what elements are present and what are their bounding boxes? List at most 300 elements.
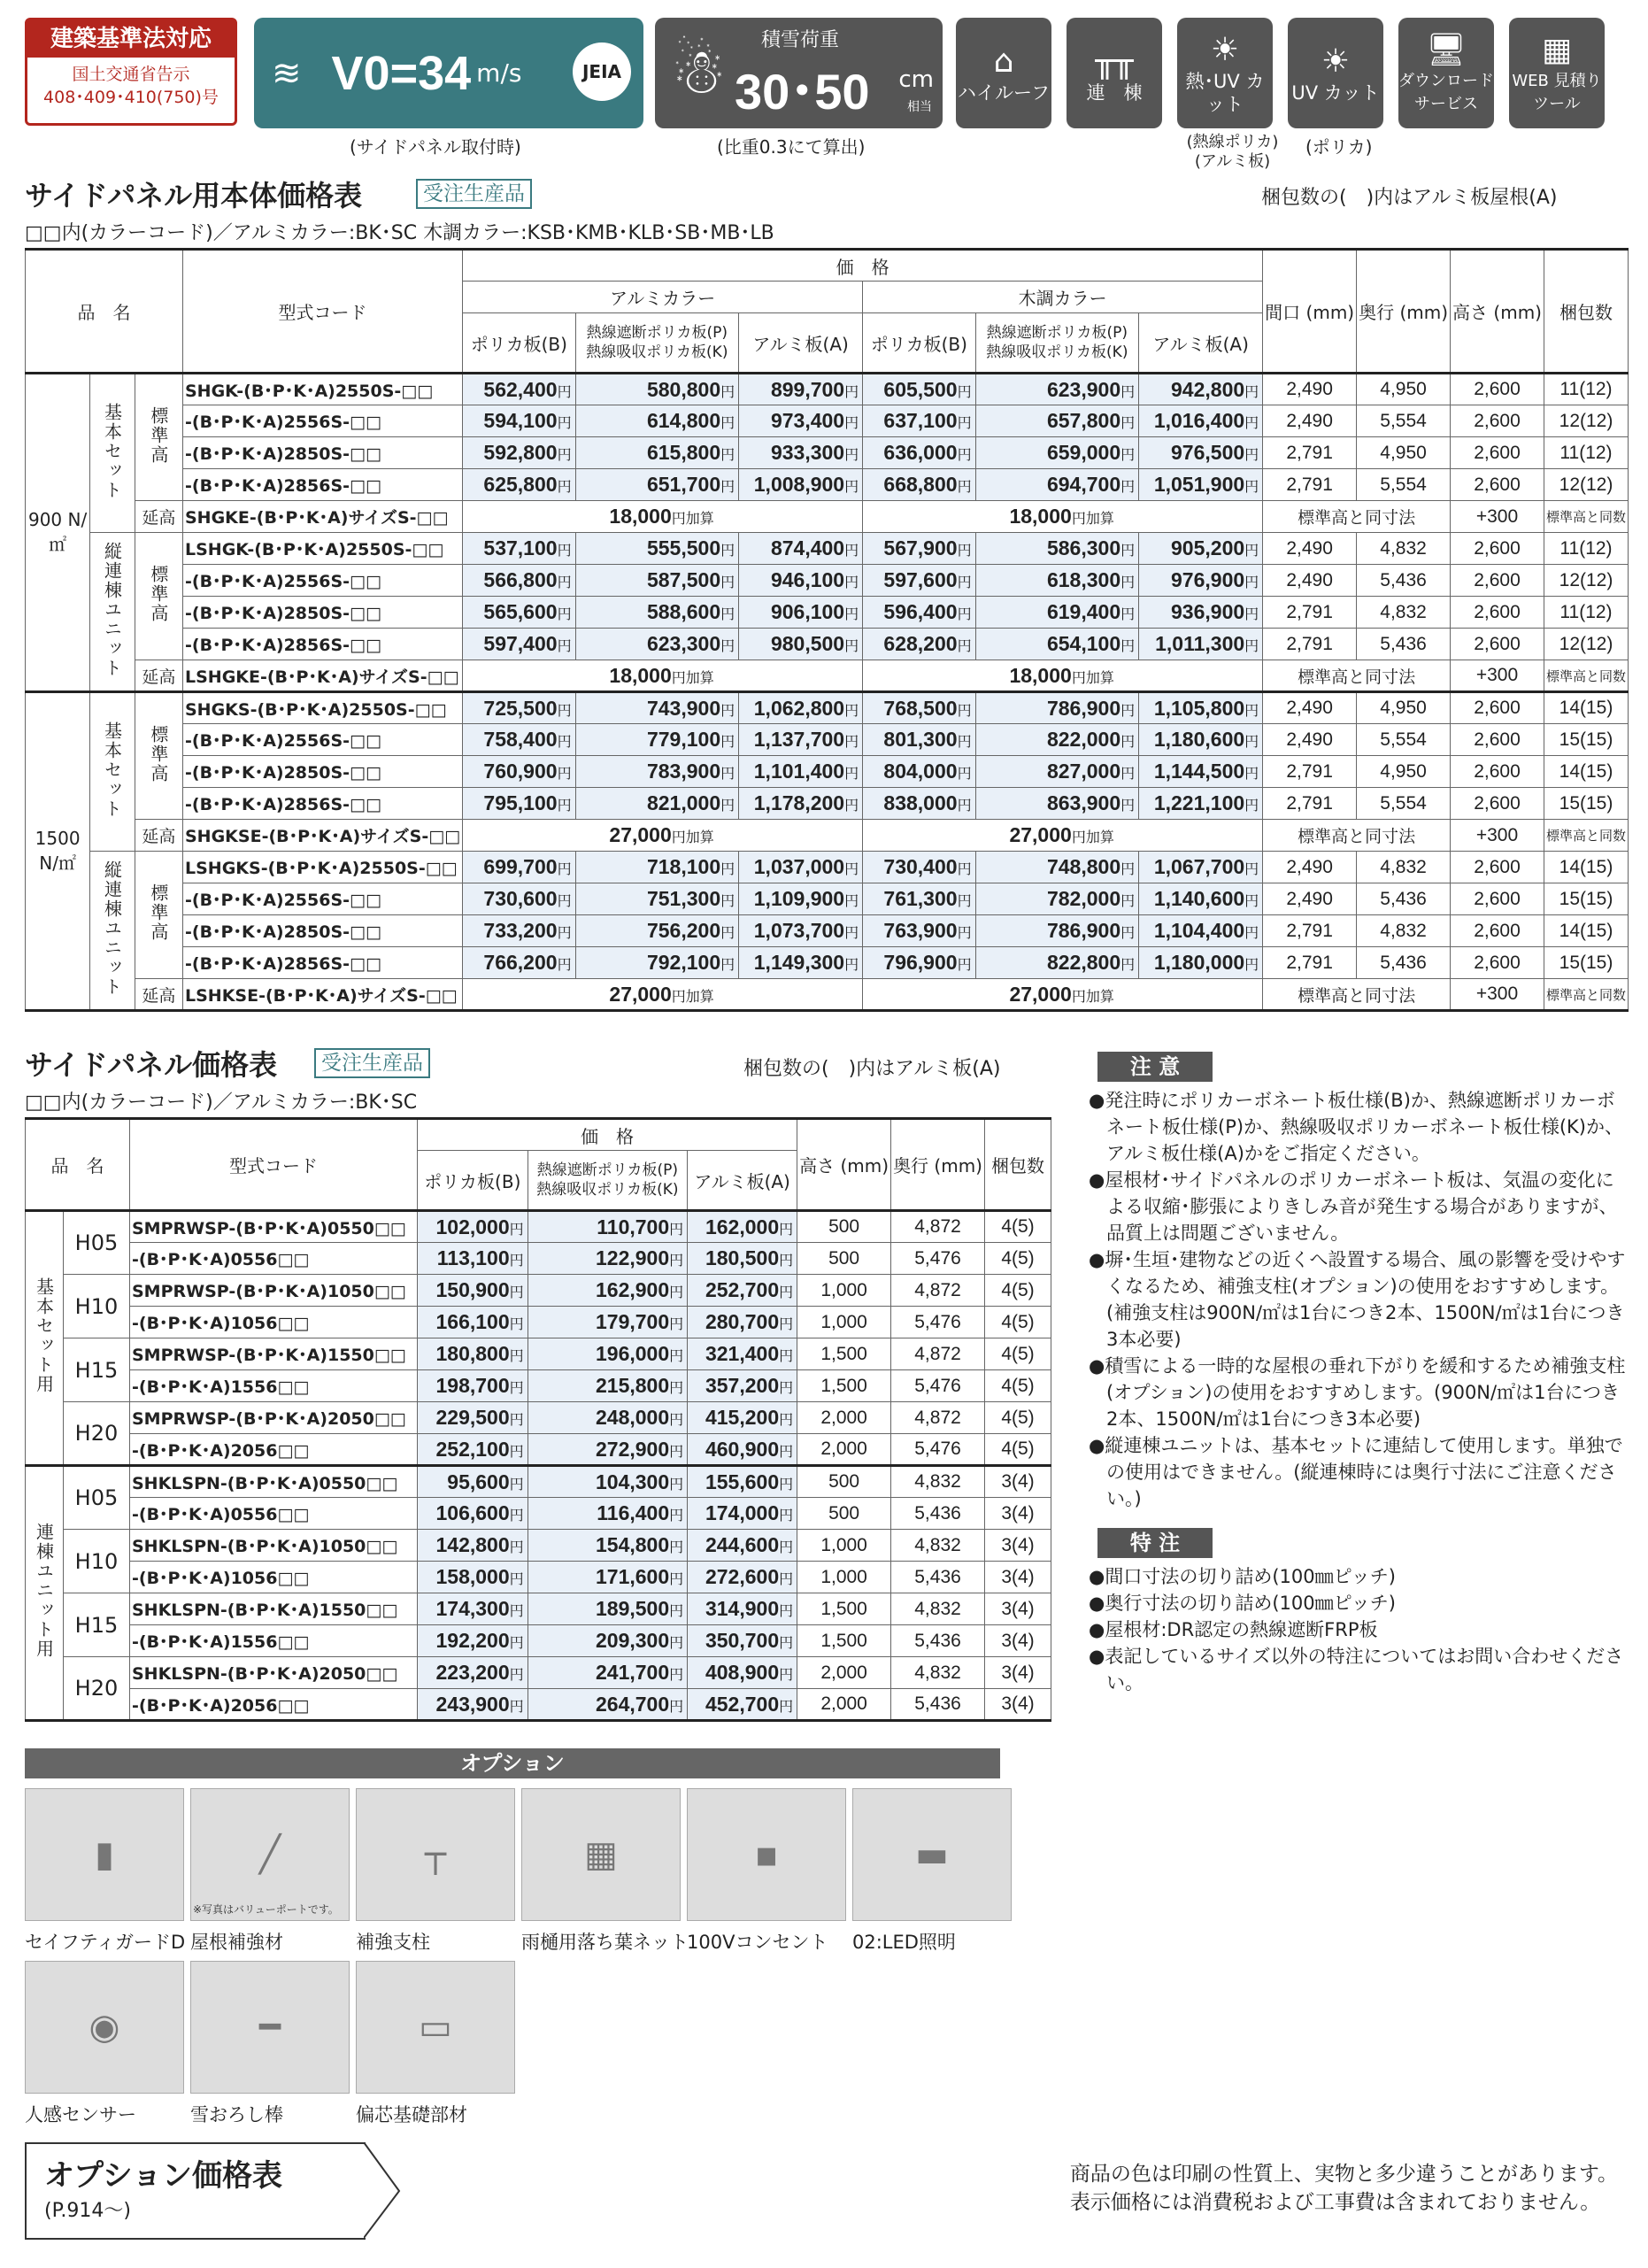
- web-estimate-icon: ▦: [1541, 31, 1572, 68]
- price-cell: 748,800円: [975, 852, 1139, 883]
- ext-plus: +300: [1451, 660, 1544, 692]
- price-cell: 357,200円: [688, 1370, 797, 1402]
- th-name: 品 名: [26, 1119, 130, 1211]
- notice-item: ●積雪による一時的な屋根の垂れ下がりを緩和するため補強支柱(オプション)の使用をおすすめします。(900N/㎡は1台につき2本、1500N/㎡は1台につき3本必要): [1089, 1355, 1626, 1430]
- high-roof-icon: ⌂: [993, 42, 1014, 80]
- price-cell: 976,900円: [1139, 565, 1263, 597]
- notice-item: ●縦連棟ユニットは、基本セットに連結して使用します。単独での使用はできません。(縦連棟時には奥行寸法にご注意ください。): [1089, 1435, 1623, 1509]
- model-code: -(B･P･K･A)2850S-□□: [183, 597, 463, 629]
- model-code: LSHGKS-(B･P･K･A)2550S-□□: [183, 852, 463, 883]
- option-label: 100Vコンセント: [687, 1932, 828, 1953]
- price-cell: 763,900円: [863, 915, 975, 947]
- price-cell: 804,000円: [863, 756, 975, 788]
- price-cell: 280,700円: [688, 1307, 797, 1338]
- special-item: ●奥行寸法の切り詰め(100㎜ピッチ): [1089, 1593, 1396, 1614]
- price-cell: 694,700円: [975, 469, 1139, 501]
- ext-std: 標準高と同数: [1544, 660, 1628, 692]
- table-row: [26, 1211, 1051, 1243]
- price-cell: 838,000円: [863, 788, 975, 820]
- snow-caption: (比重0.3にて算出): [717, 136, 866, 158]
- option-label: セイフティガードD: [25, 1932, 186, 1953]
- notice-box: [1089, 1052, 1629, 1696]
- price-cell: 668,800円: [863, 469, 975, 501]
- price-cell: 113,100円: [418, 1243, 528, 1275]
- price-cell: 1,067,700円: [1139, 852, 1263, 883]
- dim-cell: 2,490: [1263, 405, 1357, 437]
- dim-cell: 2,600: [1451, 756, 1544, 788]
- model-code: -(B･P･K･A)0556□□: [130, 1498, 418, 1530]
- dim-cell: 14(15): [1544, 852, 1628, 883]
- heat-uv-caption: (熱線ポリカ)(アルミ板): [1186, 133, 1279, 171]
- dim-cell: 15(15): [1544, 947, 1628, 979]
- dim-cell: 2,600: [1451, 374, 1544, 405]
- table-row: [26, 469, 1629, 501]
- ext-same: 標準高と同寸法: [1263, 979, 1451, 1011]
- model-code: SHKLSPN-(B･P･K･A)1050□□: [130, 1530, 418, 1562]
- dim-cell: 5,436: [1357, 565, 1451, 597]
- table-row: [26, 405, 1629, 437]
- price-cell: 1,137,700円: [739, 724, 863, 756]
- law-title: 建築基準法対応: [27, 20, 235, 58]
- download-icon: 🖥: [1426, 31, 1467, 68]
- price-cell: 615,800円: [575, 437, 739, 469]
- dim-cell: 5,436: [1357, 629, 1451, 660]
- table-row: [26, 756, 1629, 788]
- table-row: [26, 1466, 1051, 1498]
- wind-icon: ≋: [272, 53, 302, 94]
- dim-cell: 2,791: [1263, 915, 1357, 947]
- table-row: [26, 1402, 1051, 1434]
- badge-label: ハイルーフ: [958, 81, 1050, 104]
- dim-cell: 1,000: [797, 1530, 891, 1562]
- price-cell: 460,900円: [688, 1434, 797, 1466]
- extension-row: [26, 820, 1629, 852]
- price-cell: 625,800円: [463, 469, 575, 501]
- price-cell: 162,000円: [688, 1211, 797, 1243]
- price-cell: 623,300円: [575, 629, 739, 660]
- model-code: -(B･P･K･A)2556S-□□: [183, 565, 463, 597]
- price-cell: 272,900円: [528, 1434, 687, 1466]
- dim-cell: 4,832: [1357, 533, 1451, 565]
- model-code: -(B･P･K･A)2556S-□□: [183, 405, 463, 437]
- dim-cell: 4,872: [891, 1211, 985, 1243]
- height-label: H20: [63, 1402, 129, 1466]
- price-cell: 792,100円: [575, 947, 739, 979]
- table-row: [26, 852, 1629, 883]
- price-cell: 761,300円: [863, 883, 975, 915]
- price-cell: 619,400円: [975, 597, 1139, 629]
- dim-cell: 4(5): [985, 1275, 1051, 1307]
- extension-row: [26, 660, 1629, 692]
- dim-cell: 2,600: [1451, 405, 1544, 437]
- dim-cell: 2,600: [1451, 533, 1544, 565]
- price-cell: 942,800円: [1139, 374, 1263, 405]
- option-price-title: オプション価格表: [44, 2158, 282, 2194]
- dim-cell: 2,490: [1263, 883, 1357, 915]
- price-cell: 104,300円: [528, 1466, 687, 1498]
- dim-cell: 5,436: [891, 1498, 985, 1530]
- th-code: 型式コード: [183, 250, 463, 374]
- price-cell: 1,104,400円: [1139, 915, 1263, 947]
- table-row: [26, 374, 1629, 405]
- height-label: H15: [63, 1338, 129, 1402]
- price-cell: 905,200円: [1139, 533, 1263, 565]
- price-cell: 350,700円: [688, 1625, 797, 1657]
- price-cell: 142,800円: [418, 1530, 528, 1562]
- heat-uv-icon: ☀: [1210, 31, 1240, 68]
- model-code: SHKLSPN-(B･P･K･A)0550□□: [130, 1466, 418, 1498]
- price-cell: 155,600円: [688, 1466, 797, 1498]
- dim-cell: 15(15): [1544, 724, 1628, 756]
- dim-cell: 4,832: [891, 1657, 985, 1689]
- dim-cell: 5,554: [1357, 788, 1451, 820]
- price-cell: 906,100円: [739, 597, 863, 629]
- price-cell: 973,400円: [739, 405, 863, 437]
- dim-cell: 4(5): [985, 1370, 1051, 1402]
- body-price-table: [25, 248, 1629, 1012]
- option-photo: [25, 1961, 184, 2094]
- th-heat: [975, 313, 1139, 374]
- table-row: [26, 1562, 1051, 1593]
- price-cell: 783,900円: [575, 756, 739, 788]
- dim-cell: 3(4): [985, 1657, 1051, 1689]
- price-cell: 597,600円: [863, 565, 975, 597]
- th-heat2: 熱線吸収ポリカ板(K): [986, 343, 1128, 361]
- dim-cell: 12(12): [1544, 405, 1628, 437]
- price-cell: 196,000円: [528, 1338, 687, 1370]
- dim-cell: 2,000: [797, 1657, 891, 1689]
- law-body2: 408･409･410(750)号: [43, 88, 219, 107]
- table-row: [26, 915, 1629, 947]
- dim-cell: 1,500: [797, 1370, 891, 1402]
- model-code: -(B･P･K･A)2056□□: [130, 1689, 418, 1721]
- dim-cell: 2,791: [1263, 756, 1357, 788]
- footer-notes: [1070, 2160, 1618, 2217]
- ext-price-alu: 18,000円加算: [463, 501, 863, 533]
- price-cell: 654,100円: [975, 629, 1139, 660]
- option-price-link[interactable]: [25, 2142, 366, 2240]
- option-image-icon: ▪: [754, 1834, 779, 1875]
- dim-cell: 4,950: [1357, 374, 1451, 405]
- price-cell: 408,900円: [688, 1657, 797, 1689]
- price-cell: 730,600円: [463, 883, 575, 915]
- price-cell: 1,180,600円: [1139, 724, 1263, 756]
- dim-cell: 2,490: [1263, 565, 1357, 597]
- uv-icon: ☀: [1321, 42, 1351, 80]
- price-cell: 699,700円: [463, 852, 575, 883]
- price-cell: 827,000円: [975, 756, 1139, 788]
- linked-badge: [1067, 18, 1162, 128]
- table-row: [26, 1434, 1051, 1466]
- dim-cell: 11(12): [1544, 374, 1628, 405]
- dim-cell: 3(4): [985, 1530, 1051, 1562]
- height-label: H05: [63, 1211, 129, 1275]
- price-cell: 1,011,300円: [1139, 629, 1263, 660]
- dim-cell: 1,000: [797, 1275, 891, 1307]
- dim-cell: 4,872: [891, 1338, 985, 1370]
- price-cell: 1,016,400円: [1139, 405, 1263, 437]
- heat-uv-badge: [1177, 18, 1273, 128]
- price-cell: 782,000円: [975, 883, 1139, 915]
- dim-cell: 2,490: [1263, 692, 1357, 724]
- dim-cell: 5,476: [891, 1370, 985, 1402]
- badge-label: ダウンロード サービス: [1398, 71, 1494, 113]
- dim-cell: 4(5): [985, 1211, 1051, 1243]
- dim-cell: 4,950: [1357, 692, 1451, 724]
- th-heat1: 熱線遮断ポリカ板(P): [586, 324, 728, 342]
- model-code: SMPRWSP-(B･P･K･A)2050□□: [130, 1402, 418, 1434]
- th-code: 型式コード: [130, 1119, 418, 1211]
- price-cell: 1,008,900円: [739, 469, 863, 501]
- table-row: [26, 1498, 1051, 1530]
- th-alplate: アルミ板(A): [688, 1151, 797, 1211]
- price-cell: 1,144,500円: [1139, 756, 1263, 788]
- table-row: [26, 1275, 1051, 1307]
- dim-cell: 1,500: [797, 1625, 891, 1657]
- dim-cell: 500: [797, 1466, 891, 1498]
- dim-cell: 2,490: [1263, 533, 1357, 565]
- th-heat1: 熱線遮断ポリカ板(P): [536, 1161, 679, 1179]
- price-cell: 565,600円: [463, 597, 575, 629]
- table-row: [26, 947, 1629, 979]
- option-label: 偏芯基礎部材: [356, 2104, 467, 2125]
- dim-cell: 2,791: [1263, 437, 1357, 469]
- option-photo: [190, 1961, 350, 2094]
- ext-plus: +300: [1451, 501, 1544, 533]
- extension-row: [26, 979, 1629, 1011]
- option-image-icon: ▦: [584, 1834, 618, 1875]
- price-cell: 756,200円: [575, 915, 739, 947]
- table-row: [26, 1530, 1051, 1562]
- ext-label: 延高: [135, 820, 182, 852]
- price-cell: 189,500円: [528, 1593, 687, 1625]
- dim-cell: 4,950: [1357, 756, 1451, 788]
- price-cell: 786,900円: [975, 915, 1139, 947]
- model-code: -(B･P･K･A)2856S-□□: [183, 629, 463, 660]
- table-row: [26, 1370, 1051, 1402]
- ext-plus: +300: [1451, 979, 1544, 1011]
- price-cell: 758,400円: [463, 724, 575, 756]
- model-code: -(B･P･K･A)0556□□: [130, 1243, 418, 1275]
- table-row: [26, 1625, 1051, 1657]
- price-cell: 751,300円: [575, 883, 739, 915]
- price-cell: 162,900円: [528, 1275, 687, 1307]
- table-row: [26, 1307, 1051, 1338]
- dim-cell: 14(15): [1544, 692, 1628, 724]
- model-code: SHGK-(B･P･K･A)2550S-□□: [183, 374, 463, 405]
- price-cell: 614,800円: [575, 405, 739, 437]
- special-item: ●屋根材:DR認定の熱線遮断FRP板: [1089, 1619, 1378, 1640]
- wind-unit: m/s: [476, 58, 522, 88]
- option-image-icon: ▬: [915, 1834, 949, 1875]
- dim-cell: 4(5): [985, 1402, 1051, 1434]
- table-row: [26, 533, 1629, 565]
- price-cell: 592,800円: [463, 437, 575, 469]
- price-cell: 899,700円: [739, 374, 863, 405]
- model-code: -(B･P･K･A)2856S-□□: [183, 469, 463, 501]
- arrow-icon: [364, 2142, 401, 2240]
- table-row: [26, 692, 1629, 724]
- section-label: 基本セット: [90, 374, 135, 533]
- option-photo: [521, 1788, 681, 1921]
- section-label: 連棟ユニット用: [26, 1466, 64, 1721]
- ext-label: 延高: [135, 501, 182, 533]
- ext-std: 標準高と同数: [1544, 820, 1628, 852]
- price-cell: 587,500円: [575, 565, 739, 597]
- notice-item: ●塀･生垣･建物などの近くへ設置する場合、風の影響を受けやすくなるため、補強支柱(オプション)の使用をおすすめします。(補強支柱は900N/㎡は1台につき2本、1500N/㎡は1台につき3本必要): [1089, 1249, 1626, 1350]
- price-cell: 618,300円: [975, 565, 1139, 597]
- dim-cell: 500: [797, 1498, 891, 1530]
- price-cell: 1,101,400円: [739, 756, 863, 788]
- ext-label: 延高: [135, 979, 182, 1011]
- dim-cell: 4(5): [985, 1338, 1051, 1370]
- dim-cell: 5,436: [1357, 947, 1451, 979]
- price-cell: 933,300円: [739, 437, 863, 469]
- dim-cell: 2,000: [797, 1402, 891, 1434]
- dim-cell: 4(5): [985, 1434, 1051, 1466]
- price-cell: 166,100円: [418, 1307, 528, 1338]
- price-cell: 1,140,600円: [1139, 883, 1263, 915]
- price-cell: 1,178,200円: [739, 788, 863, 820]
- footer-line1: 商品の色は印刷の性質上、実物と多少違うことがあります。: [1069, 2163, 1618, 2186]
- price-cell: 946,100円: [739, 565, 863, 597]
- jeia-logo: JEIA: [573, 42, 631, 101]
- snow-badge: [655, 18, 943, 128]
- price-cell: 1,109,900円: [739, 883, 863, 915]
- price-cell: 154,800円: [528, 1530, 687, 1562]
- dim-cell: 15(15): [1544, 788, 1628, 820]
- model-code: LSHKSE-(B･P･K･A)サイズS-□□: [183, 979, 463, 1011]
- option-photo-note: ※写真はバリューポートです。: [193, 1903, 339, 1916]
- model-code: -(B･P･K･A)2856S-□□: [183, 947, 463, 979]
- price-cell: 651,700円: [575, 469, 739, 501]
- table-row: [26, 597, 1629, 629]
- dim-cell: 12(12): [1544, 565, 1628, 597]
- option-label: 補強支柱: [356, 1932, 430, 1953]
- price-cell: 102,000円: [418, 1211, 528, 1243]
- price-cell: 209,300円: [528, 1625, 687, 1657]
- model-code: SMPRWSP-(B･P･K･A)1050□□: [130, 1275, 418, 1307]
- dim-cell: 4(5): [985, 1243, 1051, 1275]
- section-label: 縦連棟ユニット: [90, 533, 135, 692]
- th-wood: 木調カラー: [863, 282, 1263, 313]
- dim-cell: 3(4): [985, 1466, 1051, 1498]
- price-cell: 594,100円: [463, 405, 575, 437]
- model-code: SHGKSE-(B･P･K･A)サイズS-□□: [183, 820, 463, 852]
- dim-cell: 5,476: [891, 1243, 985, 1275]
- model-code: -(B･P･K･A)2850S-□□: [183, 756, 463, 788]
- dim-cell: 12(12): [1544, 629, 1628, 660]
- table-row: [26, 883, 1629, 915]
- dim-cell: 15(15): [1544, 883, 1628, 915]
- price-cell: 1,221,100円: [1139, 788, 1263, 820]
- dim-cell: 2,600: [1451, 469, 1544, 501]
- price-cell: 562,400円: [463, 374, 575, 405]
- price-cell: 252,100円: [418, 1434, 528, 1466]
- dim-cell: 4,832: [891, 1466, 985, 1498]
- table-row: [26, 565, 1629, 597]
- th-heat1: 熱線遮断ポリカ板(P): [986, 324, 1128, 342]
- model-code: SHGKS-(B･P･K･A)2550S-□□: [183, 692, 463, 724]
- price-cell: 628,200円: [863, 629, 975, 660]
- th-poly: ポリカ板(B): [463, 313, 575, 374]
- dim-cell: 2,791: [1263, 788, 1357, 820]
- price-cell: 597,400円: [463, 629, 575, 660]
- dim-cell: 2,791: [1263, 629, 1357, 660]
- price-cell: 567,900円: [863, 533, 975, 565]
- dim-cell: 4(5): [985, 1307, 1051, 1338]
- badge-label: UV カット: [1291, 81, 1380, 104]
- th-alplate: アルミ板(A): [1139, 313, 1263, 374]
- notice-item: ●屋根材･サイドパネルのポリカーボネート板は、気温の変化による収縮･膨張によりきしみ音が発生する場合がありますが、品質上は問題ございません。: [1089, 1169, 1618, 1244]
- option-photo: [356, 1788, 515, 1921]
- model-code: -(B･P･K･A)2856S-□□: [183, 788, 463, 820]
- table-row: [26, 1657, 1051, 1689]
- table-row: [26, 1689, 1051, 1721]
- ext-std: 標準高と同数: [1544, 501, 1628, 533]
- th-poly: ポリカ板(B): [418, 1151, 528, 1211]
- option-photo: [687, 1788, 846, 1921]
- model-code: SHKLSPN-(B･P･K･A)2050□□: [130, 1657, 418, 1689]
- price-cell: 718,100円: [575, 852, 739, 883]
- dim-cell: 2,600: [1451, 852, 1544, 883]
- th-pack: 梱包数: [1544, 250, 1628, 374]
- price-cell: 580,800円: [575, 374, 739, 405]
- price-cell: 241,700円: [528, 1657, 687, 1689]
- price-cell: 229,500円: [418, 1402, 528, 1434]
- price-cell: 566,800円: [463, 565, 575, 597]
- model-code: SHGKE-(B･P･K･A)サイズS-□□: [183, 501, 463, 533]
- th-heat: [575, 313, 739, 374]
- model-code: -(B･P･K･A)2556S-□□: [183, 883, 463, 915]
- option-photo: [25, 1788, 184, 1921]
- model-code: -(B･P･K･A)1056□□: [130, 1307, 418, 1338]
- dim-cell: 5,436: [1357, 883, 1451, 915]
- price-cell: 1,105,800円: [1139, 692, 1263, 724]
- wind-caption: (サイドパネル取付時): [350, 136, 521, 158]
- option-image-icon: ╱: [258, 1834, 281, 1875]
- price-cell: 779,100円: [575, 724, 739, 756]
- law-body1: 国土交通省告示: [72, 65, 190, 84]
- ext-price-alu: 27,000円加算: [463, 820, 863, 852]
- dim-cell: 2,791: [1263, 469, 1357, 501]
- table-row: [26, 1338, 1051, 1370]
- option-label: 人感センサー: [25, 2104, 136, 2125]
- ext-std: 標準高と同数: [1544, 979, 1628, 1011]
- price-cell: 95,600円: [418, 1466, 528, 1498]
- option-label: 雨樋用落ち葉ネット: [521, 1932, 689, 1953]
- table-row: [26, 437, 1629, 469]
- height-label: H10: [63, 1530, 129, 1593]
- th-heat: [528, 1151, 687, 1211]
- th-depth: 奥行 (mm): [1357, 250, 1451, 374]
- dim-cell: 4,872: [891, 1402, 985, 1434]
- price-cell: 637,100円: [863, 405, 975, 437]
- price-cell: 725,500円: [463, 692, 575, 724]
- option-label: 屋根補強材: [190, 1932, 283, 1953]
- price-cell: 555,500円: [575, 533, 739, 565]
- high-roof-badge: [956, 18, 1051, 128]
- load-label: 1500 N/㎡: [26, 692, 90, 1011]
- option-price-page: (P.914〜): [44, 2200, 131, 2222]
- th-heat2: 熱線吸収ポリカ板(K): [536, 1181, 679, 1199]
- price-cell: 415,200円: [688, 1402, 797, 1434]
- model-code: -(B･P･K･A)1556□□: [130, 1370, 418, 1402]
- price-cell: 174,000円: [688, 1498, 797, 1530]
- option-image-icon: ▮: [94, 1834, 114, 1875]
- ext-price-wood: 18,000円加算: [863, 501, 1263, 533]
- dim-cell: 1,500: [797, 1593, 891, 1625]
